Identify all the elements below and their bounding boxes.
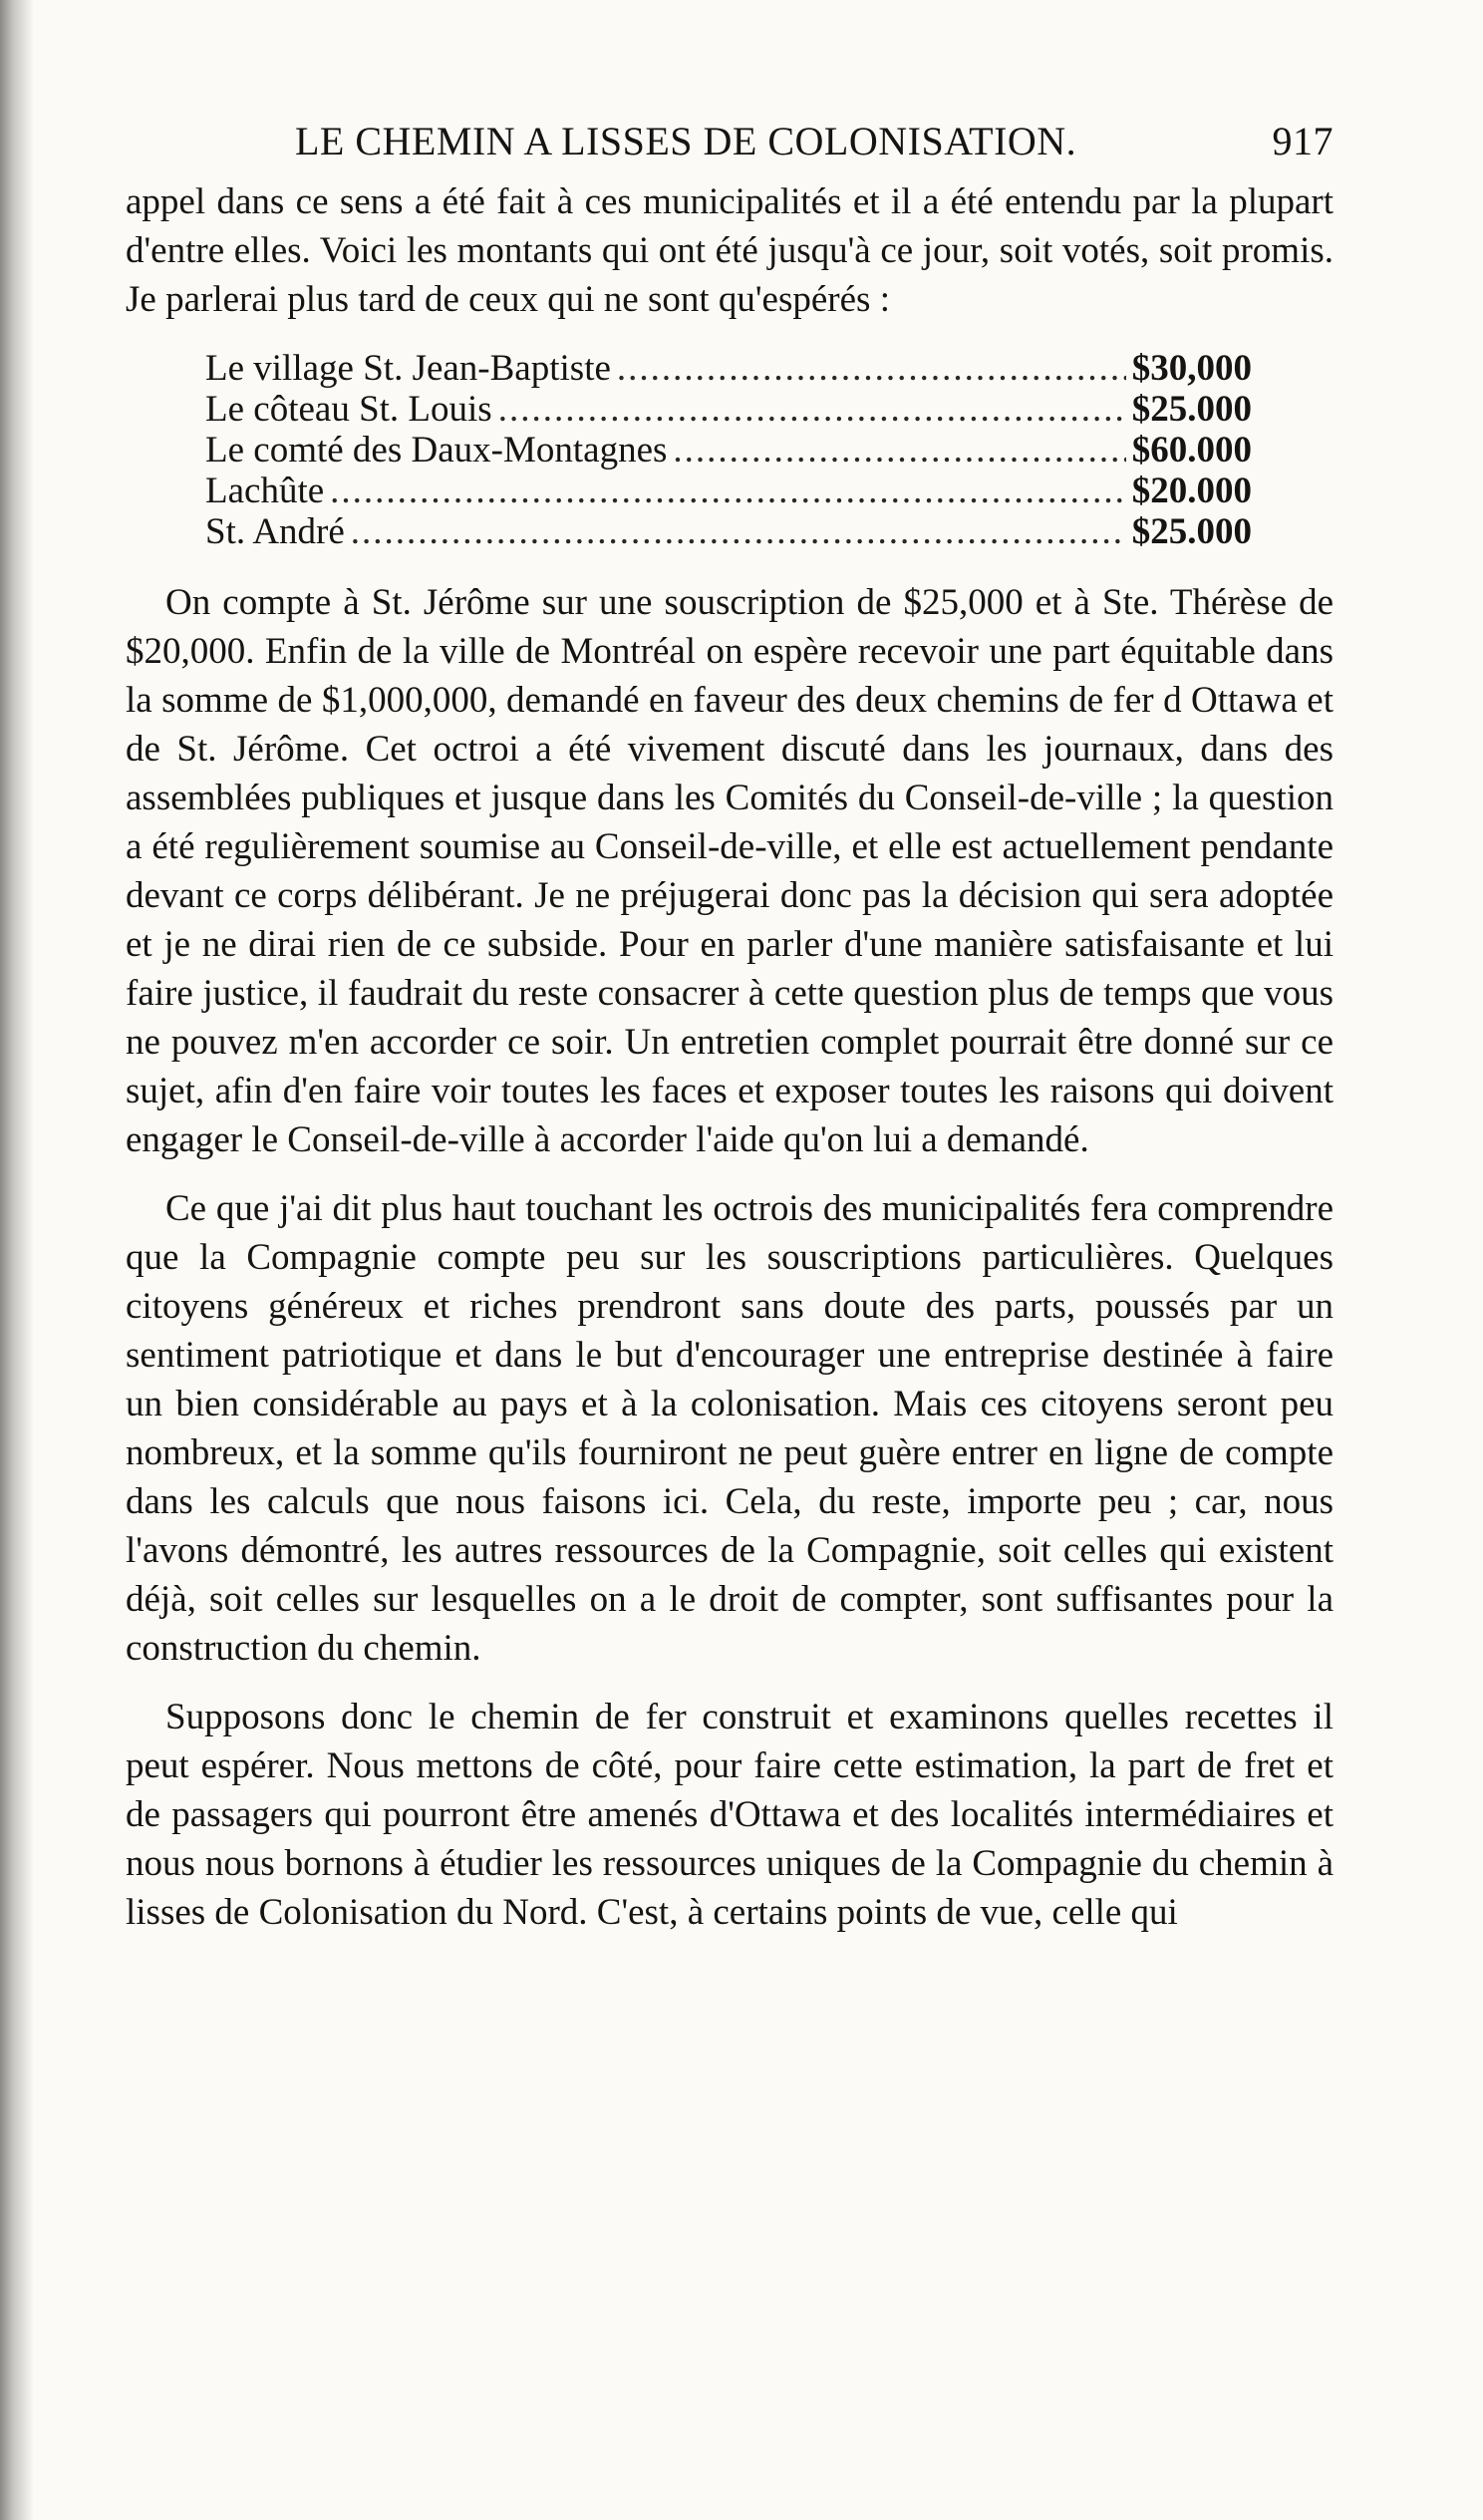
subscription-name: Le village St. Jean-Baptiste (205, 348, 611, 389)
subscription-amount: $25.000 (1131, 389, 1252, 430)
subscription-amount: $20.000 (1131, 471, 1252, 511)
list-item (205, 389, 1252, 430)
subscription-list (205, 348, 1252, 552)
leader-dots (673, 430, 1125, 471)
body-paragraph: On compte à St. Jérôme sur une souscription de $25,000 et à Ste. Thérèse de $20,000. Enfin de la ville de Montréal on espère recevoir une part équitable dans la somme de $1,000,000, demandé en faveur des deux chemins de fer d Ottawa et de St. Jérôme. Cet octroi a été vivement discuté dans les journaux, dans des assemblées publiques et jusque dans les Comités du Conseil-de-ville ; la question a été regulièrement soumise au Conseil-de-ville, et elle est actuellement pendante devant ce corps délibérant. Je ne préjugerai donc pas la décision qui sera adoptée et je ne dirai rien de ce subside. Pour en parler d'une manière satisfaisante et lui faire justice, il faudrait du reste consacrer à cette question plus de temps que vous ne pouvez m'en accorder ce soir. Un entretien complet pourrait être donné sur ce sujet, afin d'en faire voir toutes les faces et exposer toutes les raisons qui doivent engager le Conseil-de-ville à accorder l'aide qu'on lui a demandé. (126, 582, 1334, 1160)
running-title: LE CHEMIN A LISSES DE COLONISATION. (295, 119, 1077, 163)
body-paragraph: Supposons donc le chemin de fer construit et examinons quelles recettes il peut espérer. Nous mettons de côté, pour faire cette estimation, la part de fret et de passagers qui pourront être amenés d'Ottawa et des localités intermédiaires et nous nous bornons à étudier les ressources uniques de la Compagnie du chemin à lisses de Colonisation du Nord. C'est, à certains points de vue, celle qui (126, 1697, 1334, 1933)
list-item (205, 348, 1252, 389)
subscription-name: Lachûte (205, 471, 325, 511)
subscription-amount: $60.000 (1131, 430, 1252, 471)
list-item (205, 511, 1252, 552)
list-item (205, 471, 1252, 511)
book-page (126, 118, 1334, 1937)
subscription-amount: $30,000 (1131, 348, 1252, 389)
list-item (205, 430, 1252, 471)
body-paragraph: Ce que j'ai dit plus haut touchant les octrois des municipalités fera comprendre que la Compagnie compte peu sur les souscriptions particulières. Quelques citoyens généreux et riches prendront sans doute des parts, poussés par un sentiment patriotique et dans le but d'encourager une entreprise destinée à faire un bien considérable au pays et à la colonisation. Mais ces citoyens seront peu nombreux, et la somme qu'ils fourniront ne peut guère entrer en ligne de compte dans les calculs que nous faisons ici. Cela, du reste, importe peu ; car, nous l'avons démontré, les autres ressources de la Compagnie, soit celles qui existent déjà, soit celles sur lesquelles on a le droit de compter, sont suffisantes pour la construction du chemin. (126, 1188, 1334, 1669)
subscription-name: Le comté des Daux-Montagnes (205, 430, 668, 471)
leader-dots (330, 471, 1126, 511)
leader-dots (498, 389, 1126, 430)
subscription-name: Le côteau St. Louis (205, 389, 492, 430)
intro-paragraph: appel dans ce sens a été fait à ces municipalités et il a été entendu par la plupart d'entre elles. Voici les montants qui ont été jusqu'à ce jour, soit votés, soit promis. Je parlerai plus tard de ceux qui ne sont qu'espérés : (126, 181, 1334, 320)
subscription-name: St. André (205, 511, 345, 552)
leader-dots (351, 511, 1126, 552)
leader-dots (617, 348, 1126, 389)
page-number: 917 (1272, 119, 1334, 163)
page-edge-shadow (0, 0, 34, 2520)
subscription-amount: $25.000 (1131, 511, 1252, 552)
running-header (126, 118, 1334, 177)
